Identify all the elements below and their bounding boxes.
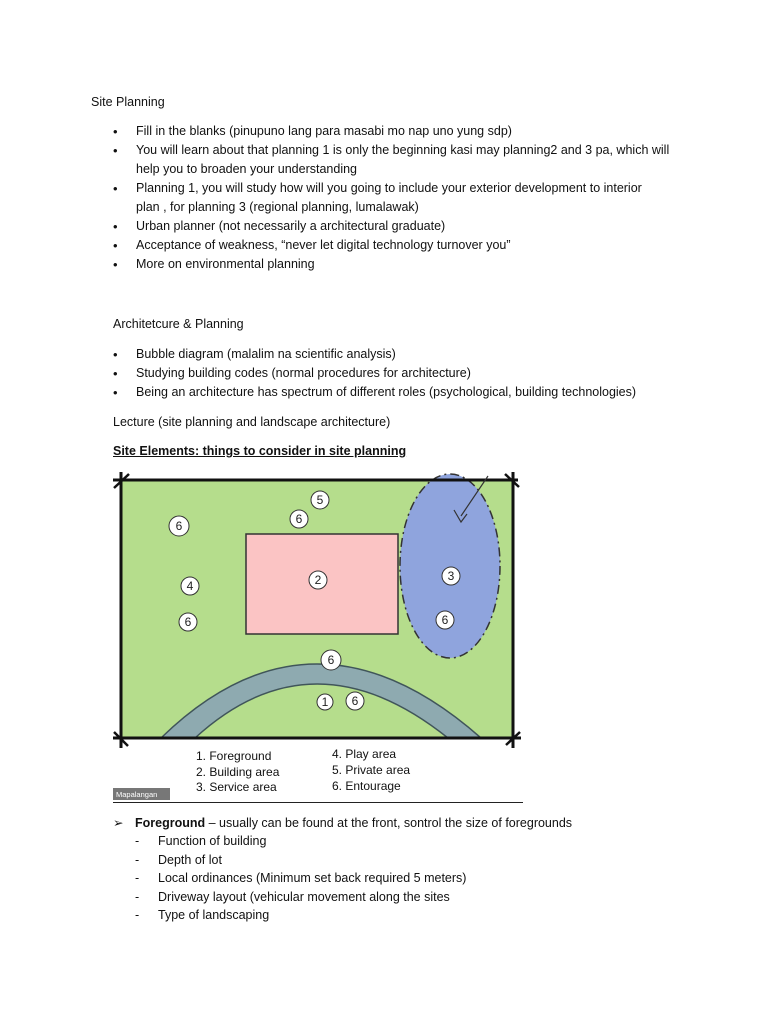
list-item: • Planning 1, you will study how will you going to include your exterior development to interior [113,179,669,198]
list-item: • Being an architecture has spectrum of different roles (psychological, building technologies) [113,383,636,402]
legend-2: 2. Building area [196,765,280,779]
marker-2 [309,571,327,589]
list-item: - Function of building [135,832,466,851]
section-title-site-planning: Site Planning [91,95,165,109]
service-area [400,474,500,658]
marker-6 [321,650,341,670]
legend-1: 1. Foreground [196,749,272,763]
marker-3 [442,567,460,585]
list-item: - Depth of lot [135,851,466,870]
svg-text:5: 5 [316,493,324,507]
marker-6 [169,516,189,536]
list-item: • Fill in the blanks (pinupuno lang para masabi mo nap uno yung sdp) [113,122,669,141]
list-item: • Bubble diagram (malalim na scientific analysis) [113,345,636,364]
list-item: • Studying building codes (normal procedures for architecture) [113,364,636,383]
section-title-architecture-planning: Architetcure & Planning [113,317,244,331]
foreground-desc: – usually can be found at the front, sontrol the size of foregrounds [205,816,573,830]
marker-5 [311,491,329,509]
arrow-bullet-icon: ➢ [113,816,124,830]
list-item-continuation [113,198,669,217]
foreground-list [135,832,466,925]
lecture-line: Lecture (site planning and landscape architecture) [113,415,391,429]
list-item: • Urban planner (not necessarily a architectural graduate) [113,217,669,236]
list-item: • Acceptance of weakness, “never let digital technology turnover you” [113,236,669,255]
legend-4: 4. Play area [332,747,397,761]
svg-text:3: 3 [447,569,455,583]
marker-1 [317,694,333,710]
svg-text:1: 1 [321,695,329,709]
credit-text: Mapalangan [116,790,158,799]
svg-text:6: 6 [295,512,303,526]
list-item-text: plan , for planning 3 (regional planning, lumalawak) [136,200,419,214]
site-diagram [113,470,523,805]
list-item: - Local ordinances (Minimum set back required 5 meters) [135,869,466,888]
svg-text:6: 6 [441,613,449,627]
svg-text:6: 6 [184,615,192,629]
foreground-term: Foreground [135,816,206,830]
list-item: • More on environmental planning [113,255,669,274]
list-item-text: help you to broaden your understanding [136,162,357,176]
svg-text:4: 4 [186,579,194,593]
marker-6 [436,611,454,629]
marker-4 [181,577,199,595]
svg-text:2: 2 [314,573,322,587]
legend-3: 3. Service area [196,780,277,794]
list-item-continuation [113,160,669,179]
architecture-planning-list [113,345,636,402]
list-item: • You will learn about that planning 1 is only the beginning kasi may planning2 and 3 pa, which will [113,141,669,160]
marker-6 [346,692,364,710]
legend-5: 5. Private area [332,763,411,777]
svg-text:6: 6 [327,653,335,667]
site-planning-list [113,122,669,274]
list-item: - Type of landscaping [135,906,466,925]
foreground-heading-line [113,814,572,833]
marker-6 [179,613,197,631]
list-item: - Driveway layout (vehicular movement along the sites [135,888,466,907]
svg-text:6: 6 [175,519,183,533]
divider-line [113,802,523,803]
legend-6: 6. Entourage [332,779,401,793]
marker-6 [290,510,308,528]
svg-text:6: 6 [351,694,359,708]
site-elements-heading: Site Elements: things to consider in site planning [113,444,407,458]
